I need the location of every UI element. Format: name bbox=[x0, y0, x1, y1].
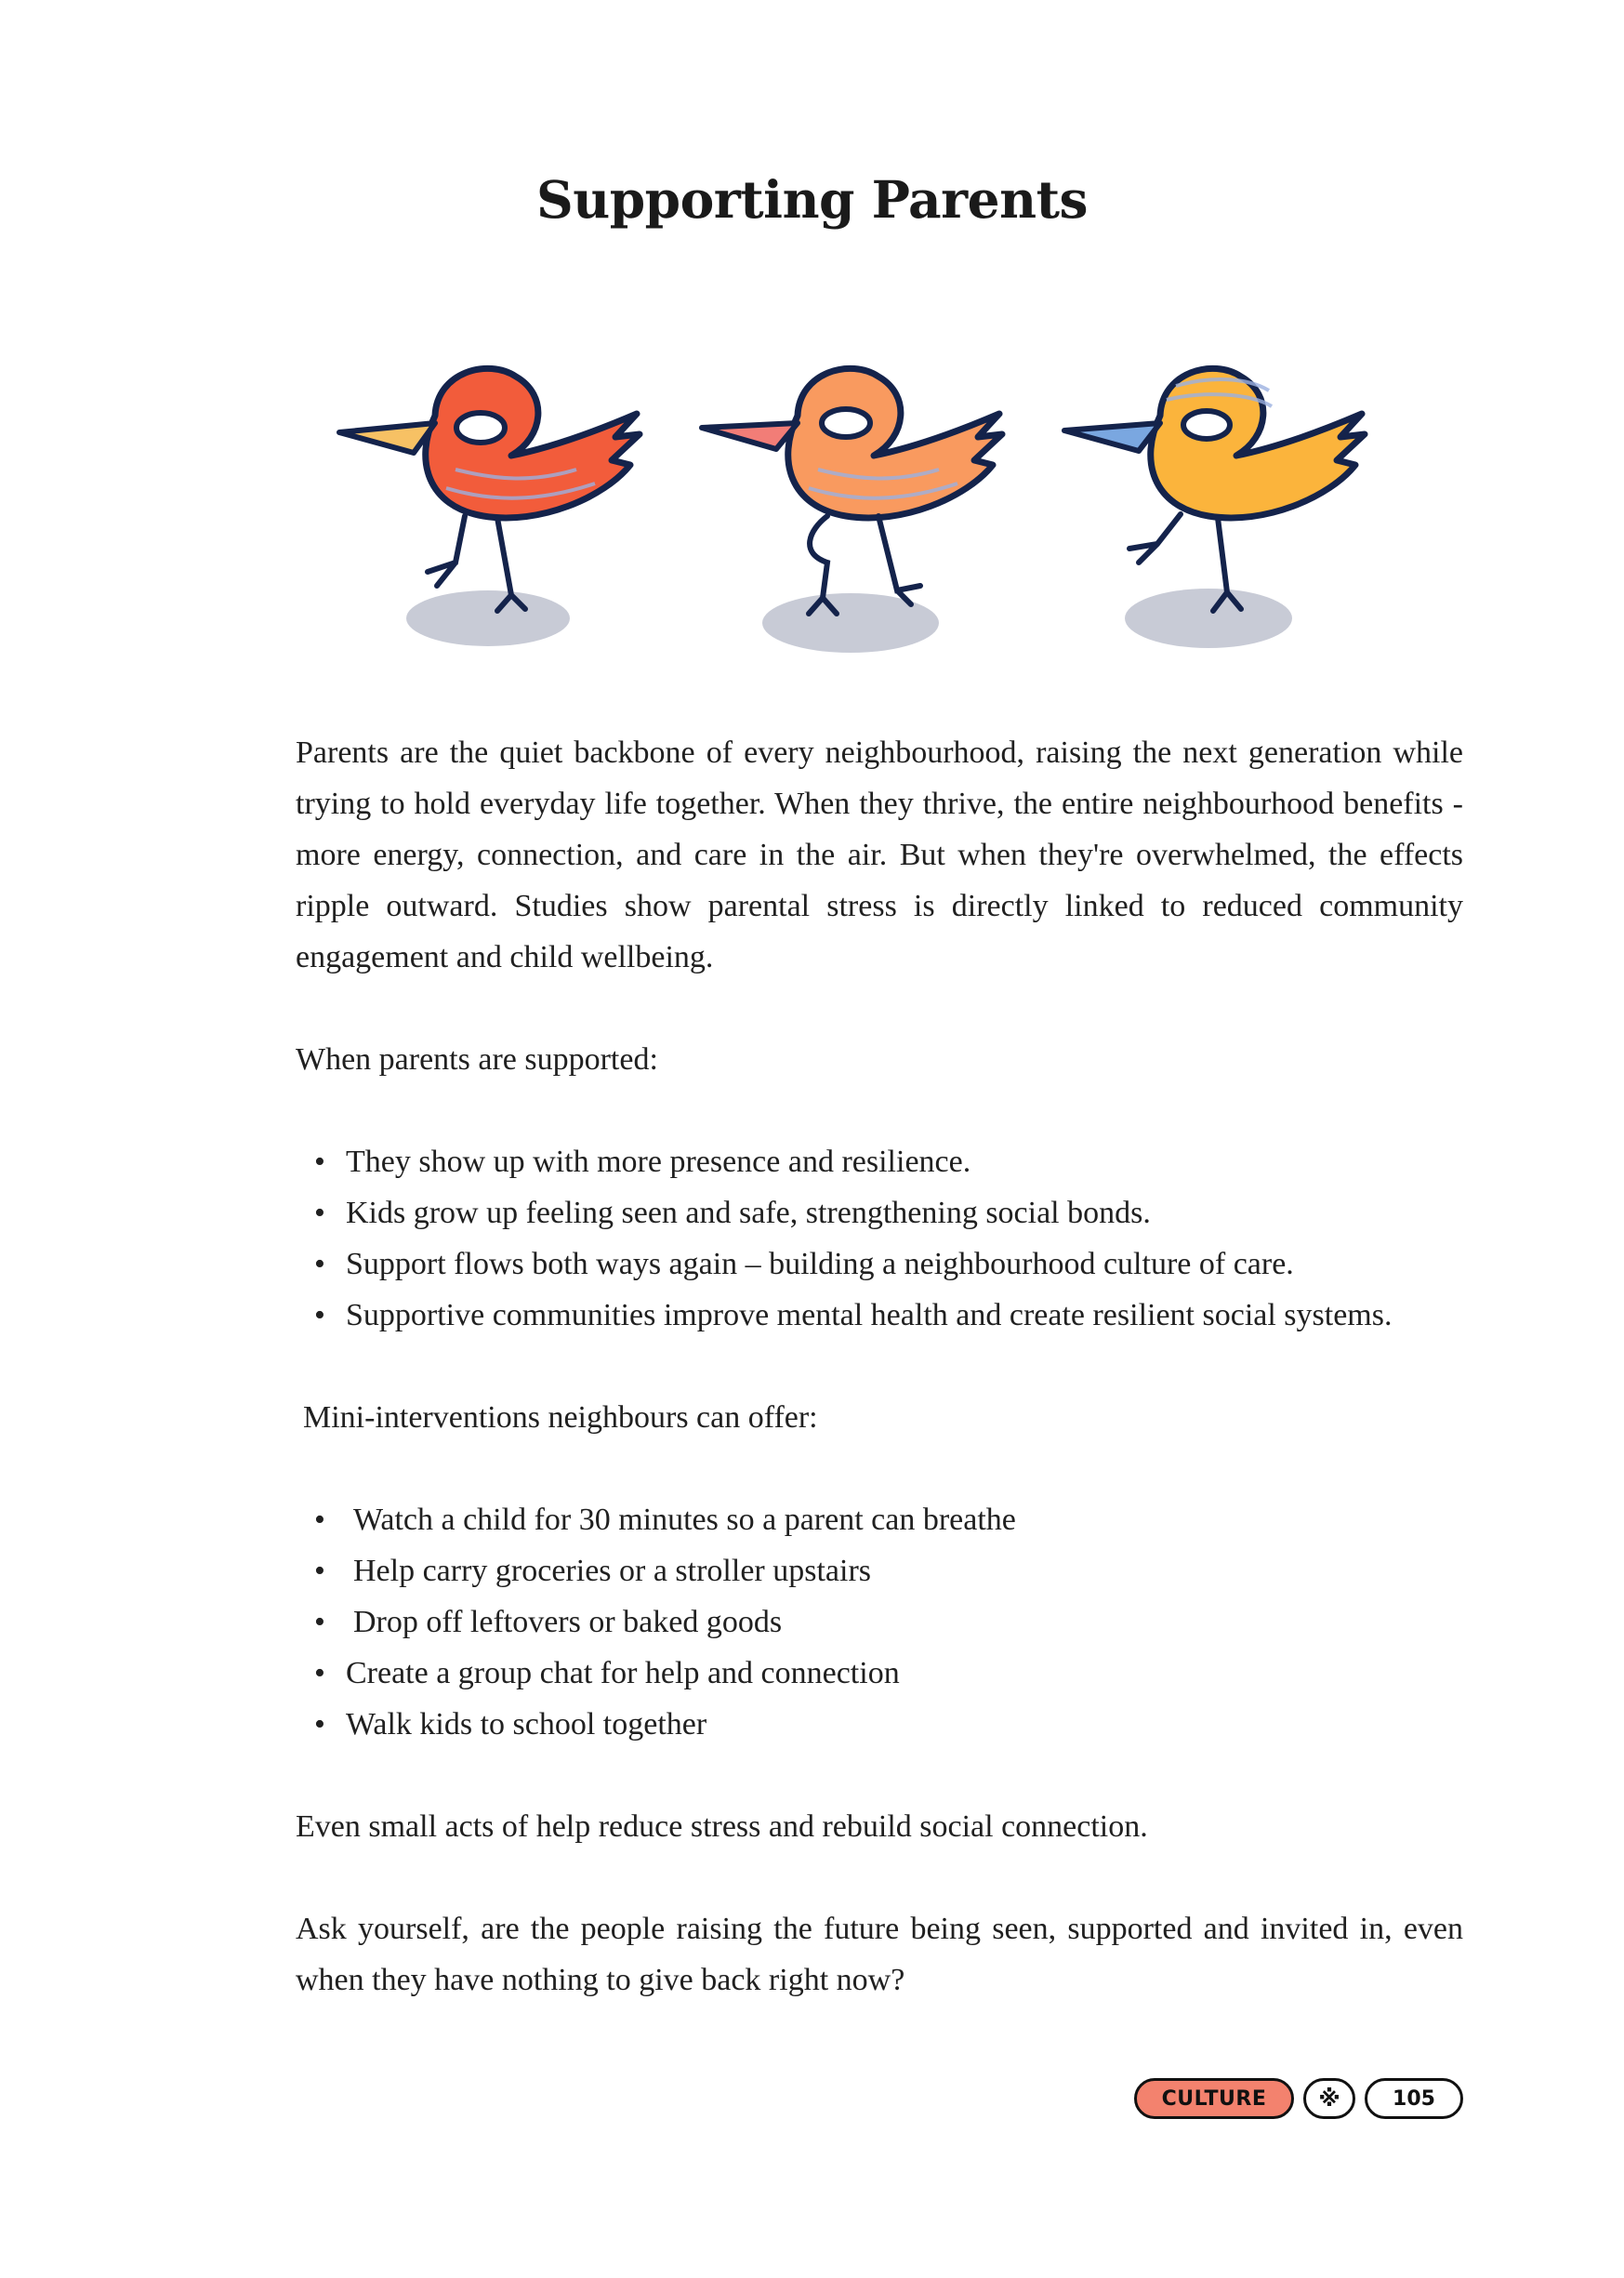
list-item: • They show up with more presence and resilience. bbox=[296, 1136, 1463, 1187]
supported-list bbox=[296, 1136, 1463, 1341]
page-number: 105 bbox=[1365, 2078, 1463, 2119]
reference-mark-icon: ※ bbox=[1303, 2078, 1355, 2119]
mini-interventions-heading: Mini-interventions neighbours can offer: bbox=[303, 1400, 818, 1435]
list-item: • Watch a child for 30 minutes so a parent can breathe bbox=[296, 1494, 1463, 1545]
page-title: Supporting Parents bbox=[535, 169, 1089, 230]
list-item: • Drop off leftovers or baked goods bbox=[296, 1596, 1463, 1648]
list-item: • Walk kids to school together bbox=[296, 1699, 1463, 1750]
yellow-bird bbox=[1064, 368, 1365, 648]
red-bird bbox=[339, 368, 640, 646]
article-body bbox=[296, 727, 1463, 2006]
closing-paragraph-2: Ask yourself, are the people raising the future being seen, supported and invited in, even when they have nothing to give back right now? bbox=[296, 1912, 1463, 1997]
list-item: • Help carry groceries or a stroller upstairs bbox=[296, 1545, 1463, 1596]
list-item: • Create a group chat for help and connection bbox=[296, 1648, 1463, 1699]
orange-bird bbox=[702, 368, 1002, 653]
intro-paragraph: Parents are the quiet backbone of every neighbourhood, raising the next generation while trying to hold everyday life together. When they thrive, the entire neighbourhood benefits - more energy, connection, and care in the air. But when they're overwhelmed, the effects ripple outward. Studies show parental stress is directly linked to reduced community engagement and child wellbeing. bbox=[296, 735, 1463, 974]
list-item: • Kids grow up feeling seen and safe, strengthening social bonds. bbox=[296, 1187, 1463, 1238]
three-birds-illustration bbox=[325, 349, 1422, 669]
page-footer bbox=[1134, 2078, 1463, 2119]
supported-heading: When parents are supported: bbox=[296, 1042, 658, 1077]
closing-paragraph-1: Even small acts of help reduce stress and rebuild social connection. bbox=[296, 1809, 1148, 1844]
section-badge: CULTURE bbox=[1134, 2078, 1294, 2119]
list-item: • Support flows both ways again – building a neighbourhood culture of care. bbox=[296, 1238, 1463, 1290]
mini-interventions-list bbox=[296, 1494, 1463, 1750]
list-item: • Supportive communities improve mental health and create resilient social systems. bbox=[296, 1290, 1463, 1341]
